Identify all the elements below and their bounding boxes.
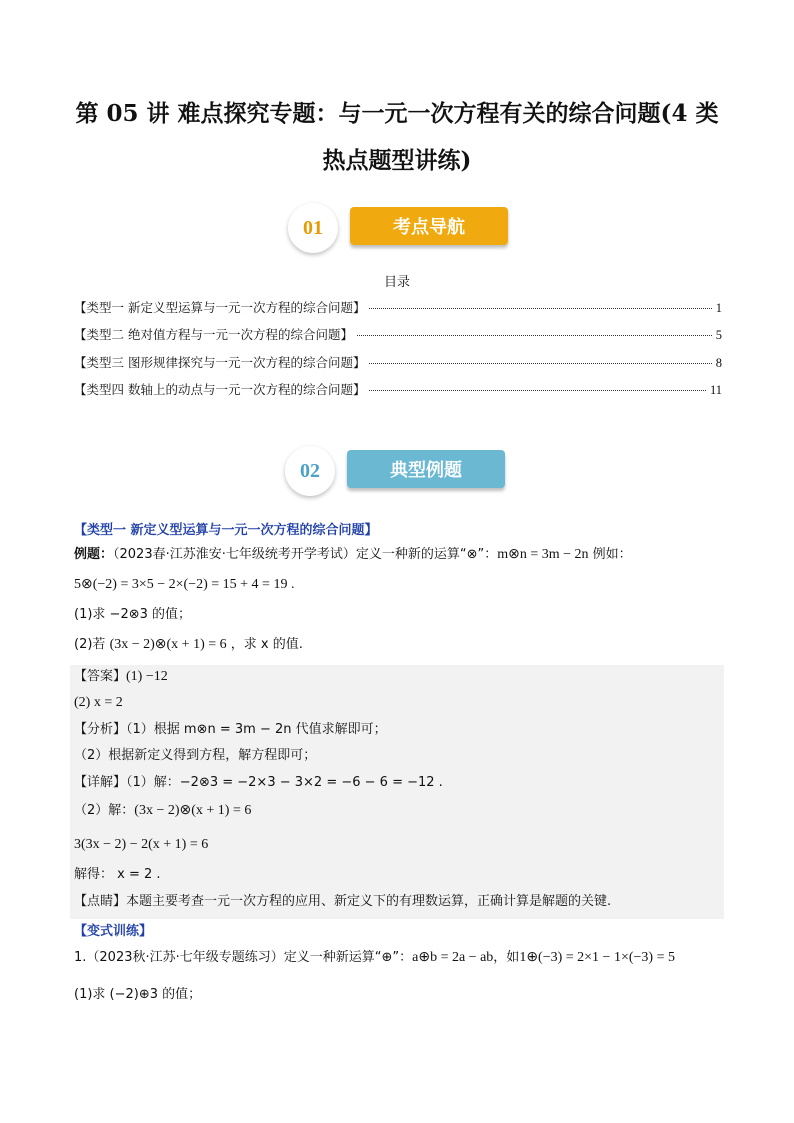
toc-item-page: 8 (715, 356, 722, 370)
toc-item-page: 1 (715, 301, 722, 315)
answer-label: 【答案】 (74, 669, 127, 684)
toc-item-page: 11 (709, 383, 722, 397)
toc-item-label: 【类型一 新定义型运算与一元一次方程的综合问题】 (74, 300, 366, 315)
detail-4: 解得： x = 2 . (74, 867, 161, 882)
variant-problem-1 (74, 948, 724, 968)
definition-tail: 例如： (588, 547, 632, 562)
badge-number: 01 (288, 203, 338, 253)
toc-item[interactable] (74, 380, 722, 400)
detail-line-1 (74, 773, 724, 793)
variant-1-intro: 1.（2023秋·江苏·七年级专题练习）定义一种新运算“⊕”： (74, 950, 413, 965)
detail-2-prefix: （2）解： (74, 803, 135, 818)
question-2-prefix: (2)若 (74, 637, 110, 652)
variant-heading: 【变式训练】 (74, 924, 153, 939)
comment-label: 【点睛】 (74, 894, 127, 909)
variant-1-example: 1⊕(−3) = 2×1 − 1×(−3) = 5 (519, 950, 675, 965)
detail-2-formula: (3x − 2)⊗(x + 1) = 6 (134, 803, 252, 818)
comment-text: 本题主要考查一元一次方程的应用、新定义下的有理数运算，正确计算是解题的关键. (126, 894, 612, 909)
toc-leader-dots (357, 335, 712, 336)
badge-label: 考点导航 (350, 207, 508, 245)
comment-line (74, 892, 724, 912)
toc-leader-dots (369, 363, 711, 364)
title-line-1: 第 05 讲 难点探究专题：与一元一次方程有关的综合问题(4 类 (75, 100, 719, 127)
page-title (60, 90, 734, 184)
analysis-label: 【分析】 (74, 722, 127, 737)
detail-label: 【详解】 (74, 775, 127, 790)
analysis-line-1 (74, 720, 724, 740)
analysis-1: （1）根据 m⊗n = 3m − 2n 代值求解即可； (126, 722, 387, 737)
detail-1: （1）解：−2⊗3 = −2×3 − 3×2 = −6 − 6 = −12 . (126, 775, 443, 790)
section-badge-navigation (288, 203, 510, 251)
question-2 (74, 635, 724, 655)
detail-line-2 (74, 801, 724, 821)
badge-number: 02 (285, 446, 335, 496)
toc-leader-dots (369, 308, 711, 309)
variant-1-formula: a⊕b = 2a − ab (412, 950, 494, 965)
variant-1-mid: ，如 (493, 950, 520, 965)
example-sample: 5⊗(−2) = 3×5 − 2×(−2) = 15 + 4 = 19 . (74, 577, 295, 592)
toc-item-label: 【类型三 图形规律探究与一元一次方程的综合问题】 (74, 355, 366, 370)
toc-item-label: 【类型二 绝对值方程与一元一次方程的综合问题】 (74, 327, 353, 342)
detail-3: 3(3x − 2) − 2(x + 1) = 6 (74, 837, 209, 852)
analysis-2: （2）根据新定义得到方程，解方程即可； (74, 748, 317, 763)
toc-item[interactable] (74, 298, 722, 318)
answer-line-1 (74, 667, 724, 687)
question-2-suffix: ，求 x 的值. (226, 637, 303, 652)
toc-item-page: 5 (715, 328, 722, 342)
toc-item[interactable] (74, 353, 722, 373)
toc-item-label: 【类型四 数轴上的动点与一元一次方程的综合问题】 (74, 382, 366, 397)
toc-heading: 目录 (383, 275, 410, 290)
answer-1: (1) −12 (126, 669, 168, 684)
type-heading: 【类型一 新定义型运算与一元一次方程的综合问题】 (74, 523, 378, 538)
variant-question-1: (1)求 (−2)⊕3 的值； (74, 987, 202, 1002)
toc-leader-dots (369, 390, 705, 391)
example-lead: 例题： (74, 547, 114, 562)
title-line-2: 热点题型讲练) (322, 147, 472, 174)
answer-2: (2) x = 2 (74, 695, 123, 710)
section-badge-examples (285, 446, 507, 494)
example-intro (74, 545, 724, 565)
question-1: (1)求 −2⊗3 的值； (74, 607, 192, 622)
example-intro-text: （2023春·江苏淮安·七年级统考开学考试）定义一种新的运算“⊗”： (113, 547, 498, 562)
badge-label: 典型例题 (347, 450, 505, 488)
question-2-formula: (3x − 2)⊗(x + 1) = 6 (109, 637, 227, 652)
toc-item[interactable] (74, 325, 722, 345)
definition-formula: m⊗n = 3m − 2n (497, 547, 589, 562)
